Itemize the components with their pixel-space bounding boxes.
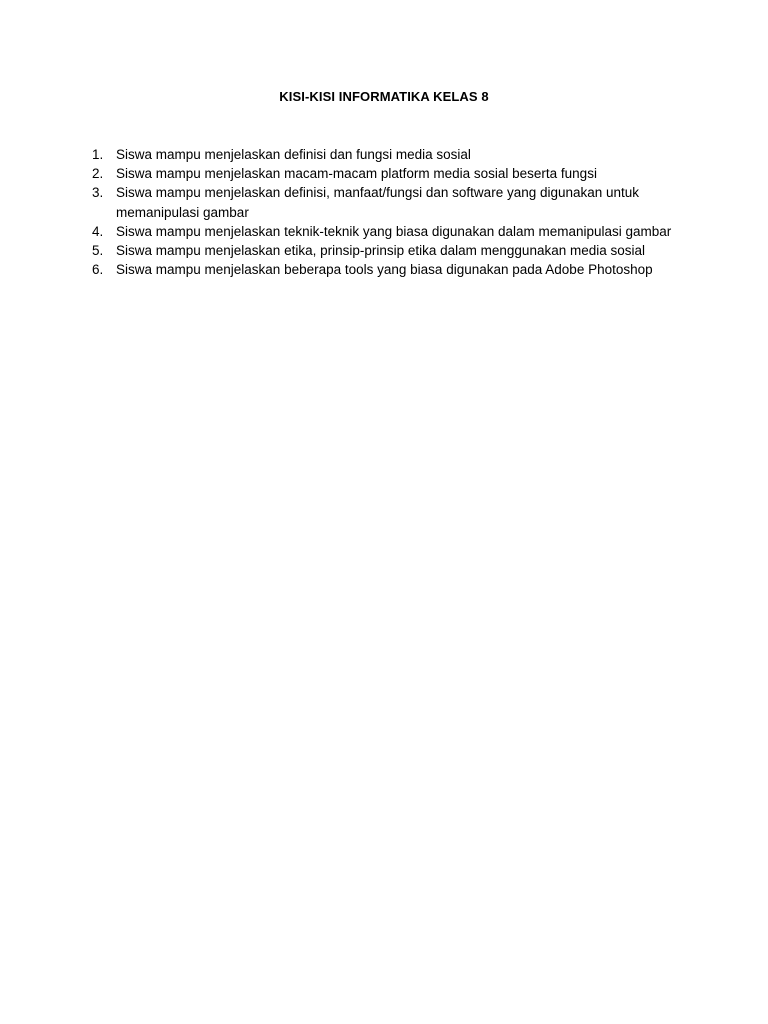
document-title: KISI-KISI INFORMATIKA KELAS 8 <box>279 89 489 104</box>
list-item <box>92 145 692 164</box>
list-item <box>92 164 692 183</box>
list-item-text: Siswa mampu menjelaskan macam-macam platform media sosial beserta fungsi <box>116 166 597 182</box>
list-item-text: Siswa mampu menjelaskan definisi, manfaat/fungsi dan software yang digunakan untuk memanipulasi gambar <box>116 185 640 220</box>
list-item <box>92 260 692 279</box>
list-item-text: Siswa mampu menjelaskan definisi dan fungsi media sosial <box>116 147 471 162</box>
list-item-text: Siswa mampu menjelaskan etika, prinsip-prinsip etika dalam menggunakan media sosial <box>116 243 646 259</box>
list-item-number: 6. <box>92 262 104 278</box>
list-item-text: Siswa mampu menjelaskan teknik-teknik yang biasa digunakan dalam memanipulasi gambar <box>116 223 672 239</box>
list-item-number: 3. <box>92 185 104 201</box>
list-item <box>92 241 692 260</box>
list-item-number: 1. <box>92 147 104 162</box>
list-item-number: 5. <box>92 243 104 259</box>
list-item <box>92 183 692 221</box>
list-item-number: 4. <box>92 223 104 239</box>
list-item <box>92 222 692 241</box>
list-item-text: Siswa mampu menjelaskan beberapa tools yang biasa digunakan pada Adobe Photoshop <box>116 262 653 278</box>
numbered-list <box>92 145 692 279</box>
list-item-number: 2. <box>92 166 104 182</box>
